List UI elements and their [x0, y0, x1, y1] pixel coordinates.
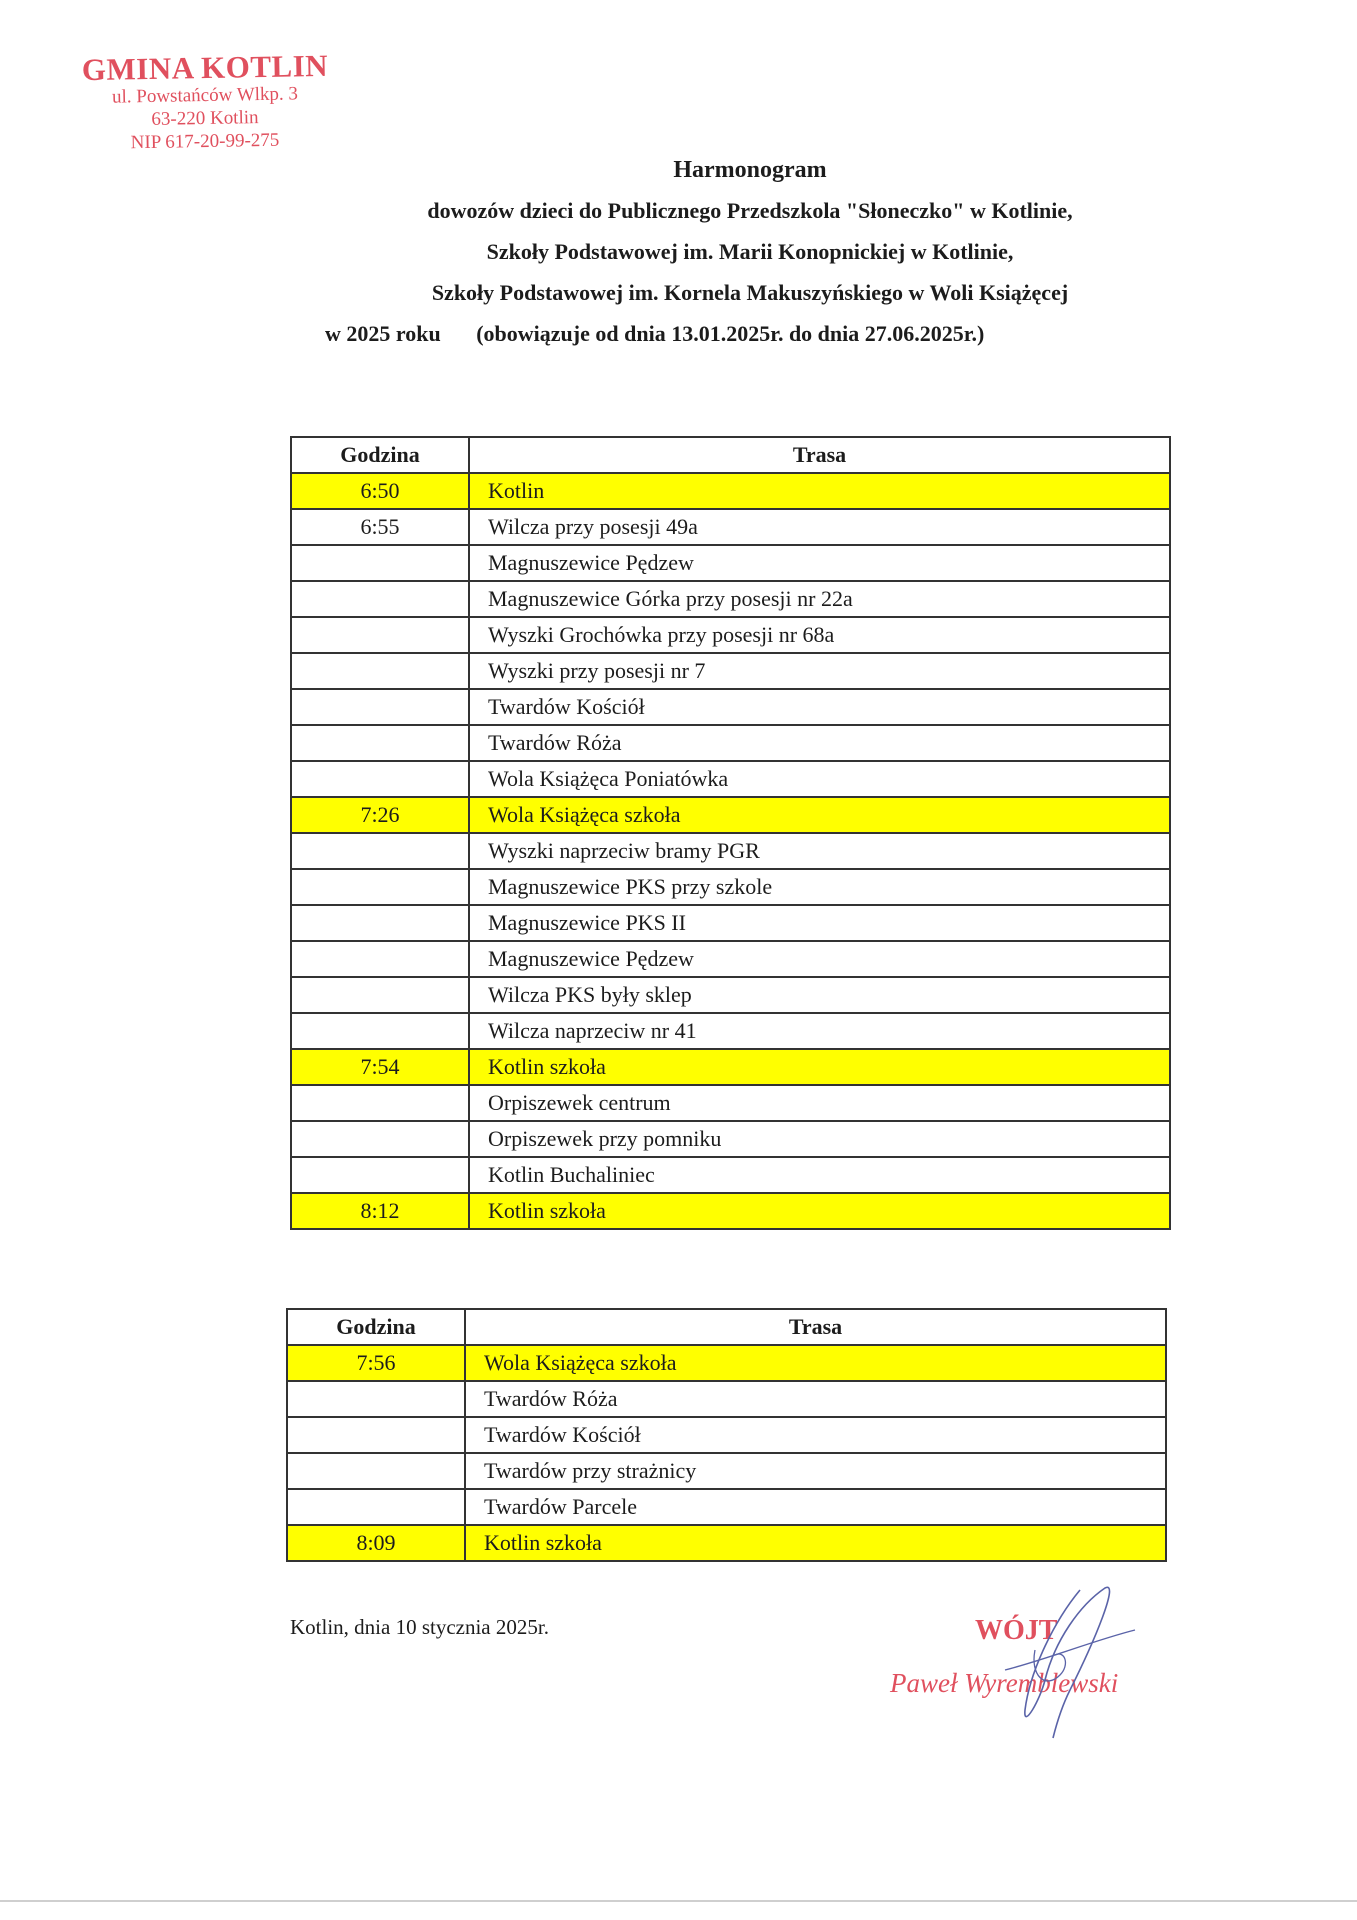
time-cell: [287, 1417, 465, 1453]
table-row: [291, 869, 1170, 905]
schedule-table-2: [286, 1308, 1167, 1562]
time-cell: [291, 725, 469, 761]
route-cell: Wilcza naprzeciw nr 41: [469, 1013, 1170, 1049]
table-row: [287, 1417, 1166, 1453]
table-row: [291, 833, 1170, 869]
table-row: [291, 725, 1170, 761]
time-cell: [291, 1121, 469, 1157]
table-row: [291, 689, 1170, 725]
table-row: [291, 581, 1170, 617]
heading-validity: (obowiązuje od dnia 13.01.2025r. do dnia 27.06.2025r.): [476, 321, 985, 346]
route-cell: Twardów Róża: [465, 1381, 1166, 1417]
route-cell: Wyszki Grochówka przy posesji nr 68a: [469, 617, 1170, 653]
header-godzina: Godzina: [291, 437, 469, 473]
route-cell: Magnuszewice PKS II: [469, 905, 1170, 941]
route-cell: Magnuszewice Górka przy posesji nr 22a: [469, 581, 1170, 617]
route-cell: Magnuszewice Pędzew: [469, 941, 1170, 977]
signatory-name: Paweł Wyremblewski: [890, 1668, 1119, 1698]
time-cell: [291, 689, 469, 725]
signatory-title: WÓJT: [975, 1615, 1058, 1646]
route-cell: Wilcza przy posesji 49a: [469, 509, 1170, 545]
header-trasa: Trasa: [465, 1309, 1166, 1345]
handwritten-signature-icon: [985, 1580, 1145, 1740]
route-cell: Twardów Kościół: [469, 689, 1170, 725]
route-cell: Magnuszewice Pędzew: [469, 545, 1170, 581]
time-cell: [291, 941, 469, 977]
time-cell: 7:54: [291, 1049, 469, 1085]
time-cell: [287, 1489, 465, 1525]
table-header-row: [287, 1309, 1166, 1345]
municipality-stamp: [60, 47, 350, 154]
stamp-postal: 63-220 Kotlin: [151, 107, 259, 130]
route-cell: Orpiszewek centrum: [469, 1085, 1170, 1121]
time-cell: 6:50: [291, 473, 469, 509]
table-row: [291, 617, 1170, 653]
time-cell: [291, 1085, 469, 1121]
time-cell: [291, 869, 469, 905]
route-cell: Wyszki naprzeciw bramy PGR: [469, 833, 1170, 869]
route-cell: Kotlin: [469, 473, 1170, 509]
table-header-row: [291, 437, 1170, 473]
time-cell: [291, 761, 469, 797]
route-cell: Twardów przy strażnicy: [465, 1453, 1166, 1489]
table-row: [291, 1121, 1170, 1157]
heading-year: w 2025 roku: [325, 321, 441, 346]
heading-line-2: Szkoły Podstawowej im. Marii Konopnickiej w Kotlinie,: [486, 239, 1014, 264]
document-heading: [300, 155, 1200, 361]
heading-line-1: dowozów dzieci do Publicznego Przedszkola "Słoneczko" w Kotlinie,: [427, 198, 1073, 223]
heading-line-3: Szkoły Podstawowej im. Kornela Makuszyńskiego w Woli Książęcej: [431, 280, 1069, 305]
time-cell: [291, 545, 469, 581]
time-cell: [291, 1157, 469, 1193]
route-cell: Twardów Kościół: [465, 1417, 1166, 1453]
table-row: [287, 1489, 1166, 1525]
time-cell: 7:56: [287, 1345, 465, 1381]
table-row: [291, 941, 1170, 977]
table-row: [291, 905, 1170, 941]
table-row: [291, 1013, 1170, 1049]
stamp-street: ul. Powstańców Wlkp. 3: [111, 83, 299, 108]
route-cell: Kotlin szkoła: [469, 1049, 1170, 1085]
table-row: [291, 977, 1170, 1013]
time-cell: [291, 581, 469, 617]
time-cell: 6:55: [291, 509, 469, 545]
table-row-highlighted: [291, 473, 1170, 509]
table-row-highlighted: [291, 1193, 1170, 1229]
route-cell: Wola Książęca Poniatówka: [469, 761, 1170, 797]
schedule-table-1: [290, 436, 1171, 1230]
table-row: [291, 509, 1170, 545]
table-row: [291, 653, 1170, 689]
time-cell: [287, 1453, 465, 1489]
table-row-highlighted: [291, 1049, 1170, 1085]
table-row: [287, 1381, 1166, 1417]
route-cell: Wola Książęca szkoła: [465, 1345, 1166, 1381]
time-cell: [291, 617, 469, 653]
table-row-highlighted: [287, 1345, 1166, 1381]
route-cell: Orpiszewek przy pomniku: [469, 1121, 1170, 1157]
time-cell: [291, 1013, 469, 1049]
header-trasa: Trasa: [469, 437, 1170, 473]
time-cell: [287, 1381, 465, 1417]
scan-edge-divider: [0, 1900, 1357, 1902]
time-cell: 8:12: [291, 1193, 469, 1229]
table-row: [291, 1085, 1170, 1121]
document-title: Harmonogram: [673, 157, 827, 183]
time-cell: [291, 833, 469, 869]
time-cell: [291, 977, 469, 1013]
schedule-table-1-body: [291, 473, 1170, 1229]
time-cell: [291, 653, 469, 689]
time-cell: 7:26: [291, 797, 469, 833]
time-cell: 8:09: [287, 1525, 465, 1561]
route-cell: Magnuszewice PKS przy szkole: [469, 869, 1170, 905]
table-row: [291, 761, 1170, 797]
route-cell: Wilcza PKS były sklep: [469, 977, 1170, 1013]
time-cell: [291, 905, 469, 941]
stamp-nip: NIP 617-20-99-275: [130, 129, 280, 154]
route-cell: Twardów Róża: [469, 725, 1170, 761]
table-row: [291, 1157, 1170, 1193]
table-row-highlighted: [291, 797, 1170, 833]
route-cell: Kotlin szkoła: [469, 1193, 1170, 1229]
table-row: [291, 545, 1170, 581]
place-and-date: Kotlin, dnia 10 stycznia 2025r.: [290, 1615, 549, 1639]
stamp-title: GMINA KOTLIN: [81, 47, 329, 88]
route-cell: Wola Książęca szkoła: [469, 797, 1170, 833]
header-godzina: Godzina: [287, 1309, 465, 1345]
route-cell: Wyszki przy posesji nr 7: [469, 653, 1170, 689]
route-cell: Kotlin Buchaliniec: [469, 1157, 1170, 1193]
route-cell: Kotlin szkoła: [465, 1525, 1166, 1561]
route-cell: Twardów Parcele: [465, 1489, 1166, 1525]
schedule-table-2-body: [287, 1345, 1166, 1561]
table-row: [287, 1453, 1166, 1489]
table-row-highlighted: [287, 1525, 1166, 1561]
heading-line-4: [300, 320, 1200, 348]
